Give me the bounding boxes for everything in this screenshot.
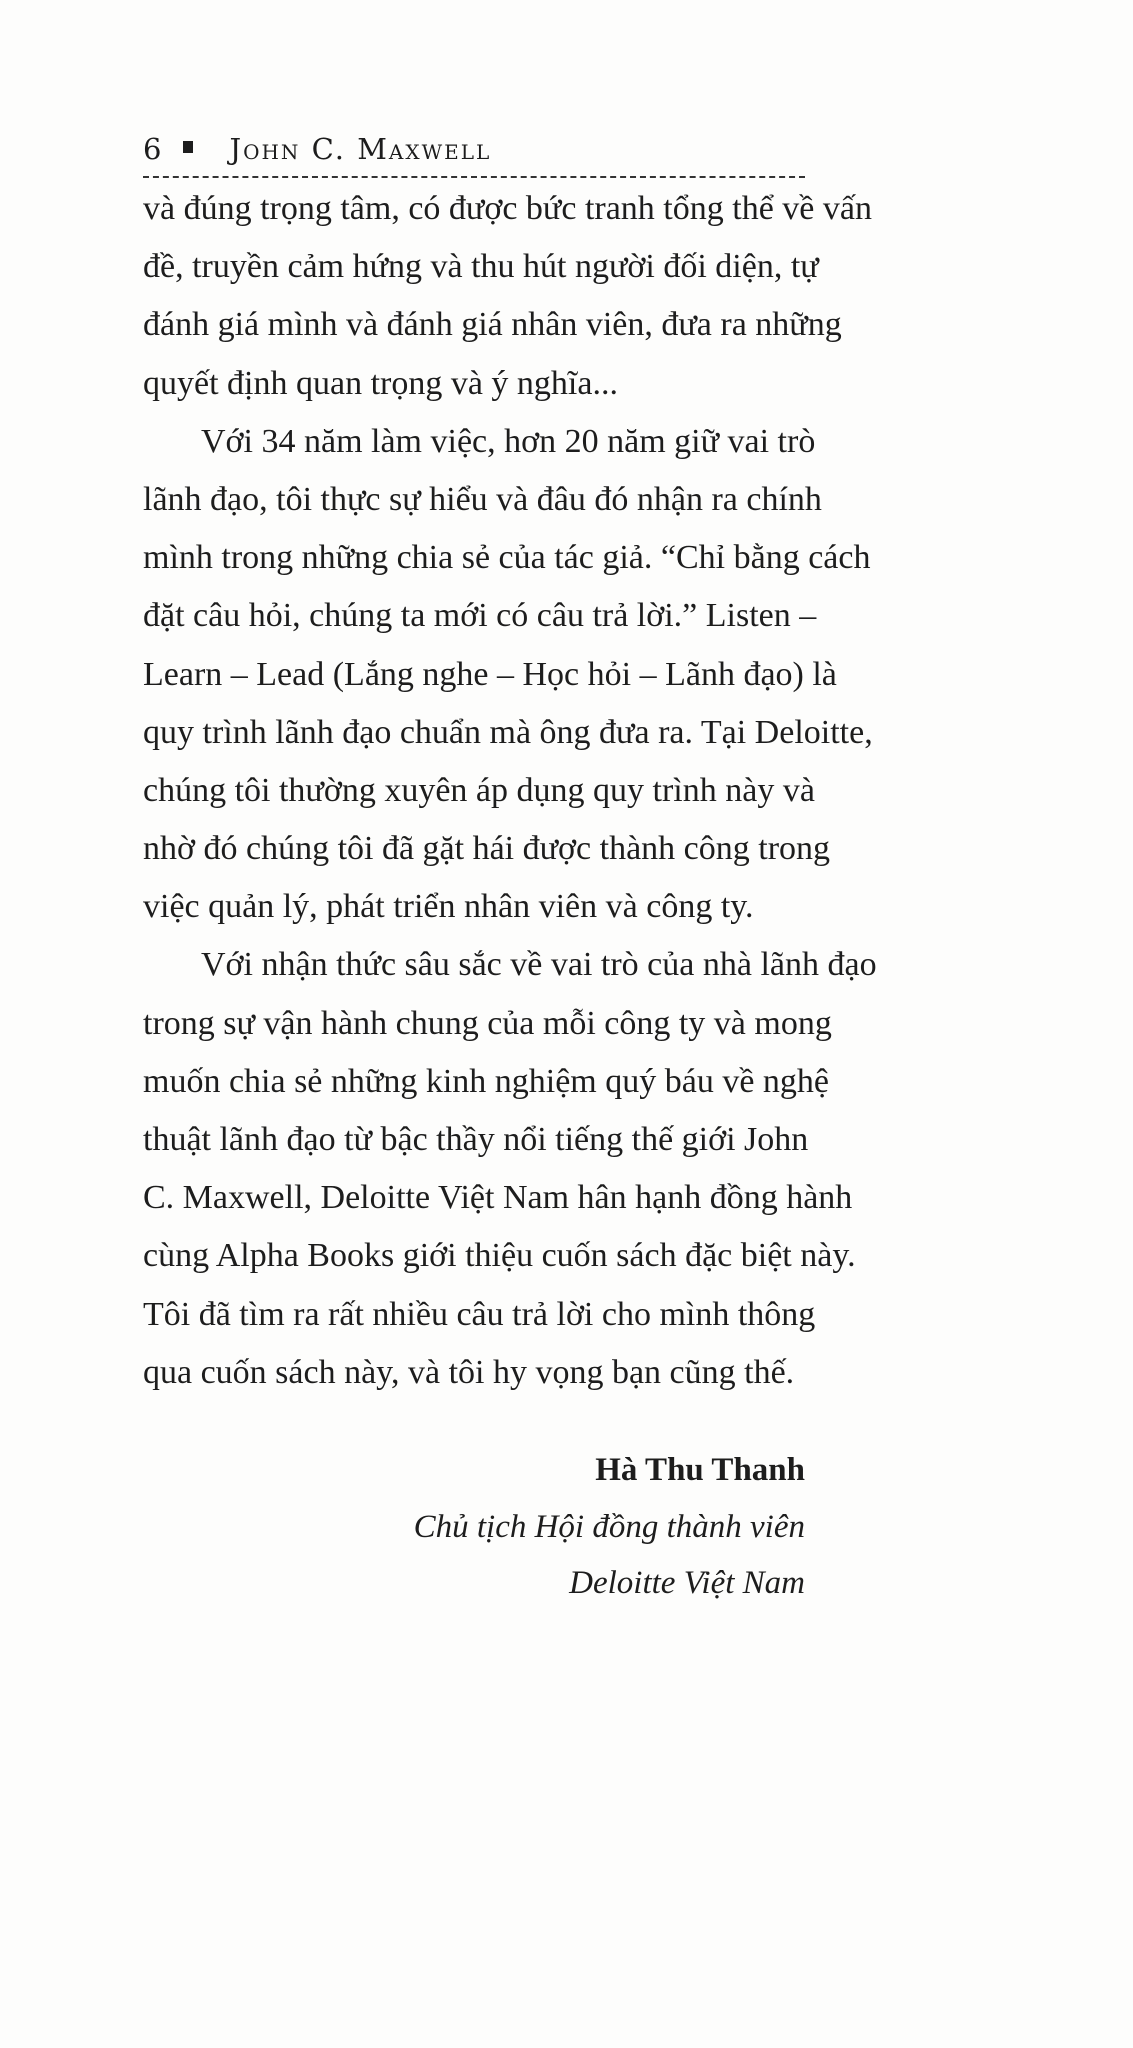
- page-number: 6: [143, 132, 162, 166]
- text-line: đặt câu hỏi, chúng ta mới có câu trả lời.” Listen –: [143, 597, 817, 635]
- text-line: lãnh đạo, tôi thực sự hiểu và đâu đó nhận ra chính: [143, 480, 822, 518]
- text-line: đánh giá mình và đánh giá nhân viên, đưa ra những: [143, 306, 842, 344]
- body-text: [143, 180, 877, 1402]
- text-line: và đúng trọng tâm, có được bức tranh tổng thể về vấn: [143, 190, 872, 227]
- text-line: trong sự vận hành chung của mỗi công ty và mong: [143, 1004, 832, 1042]
- text-line: quy trình lãnh đạo chuẩn mà ông đưa ra. Tại Deloitte,: [143, 713, 873, 751]
- text-line: đề, truyền cảm hứng và thu hút người đối diện, tự: [143, 248, 819, 286]
- paragraph: [143, 180, 872, 413]
- text-line: thuật lãnh đạo từ bậc thầy nổi tiếng thế giới John: [143, 1121, 809, 1158]
- signature-title: Chủ tịch Hội đồng thành viên: [413, 1509, 805, 1545]
- text-line: cùng Alpha Books giới thiệu cuốn sách đặc biệt này.: [143, 1237, 856, 1275]
- paragraph: [143, 936, 877, 1402]
- text-line: C. Maxwell, Deloitte Việt Nam hân hạnh đồng hành: [143, 1179, 853, 1217]
- square-bullet-icon: [183, 141, 193, 153]
- text-line: chúng tôi thường xuyên áp dụng quy trình này và: [143, 771, 815, 809]
- text-line: Với nhận thức sâu sắc về vai trò của nhà lãnh đạo: [201, 946, 877, 984]
- header-divider: [143, 176, 805, 178]
- signature-organization: Deloitte Việt Nam: [569, 1565, 805, 1601]
- paragraph: [143, 413, 873, 937]
- text-line: việc quản lý, phát triển nhân viên và công ty.: [143, 888, 754, 926]
- signature-name: Hà Thu Thanh: [595, 1452, 805, 1488]
- text-line: Learn – Lead (Lắng nghe – Học hỏi – Lãnh đạo) là: [143, 655, 837, 693]
- text-line: nhờ đó chúng tôi đã gặt hái được thành công trong: [143, 830, 831, 868]
- text-line: Với 34 năm làm việc, hơn 20 năm giữ vai trò: [201, 422, 816, 460]
- header-author: John C. Maxwell: [229, 132, 492, 166]
- text-line: muốn chia sẻ những kinh nghiệm quý báu về nghệ: [143, 1062, 830, 1100]
- running-header: [143, 132, 491, 166]
- text-line: mình trong những chia sẻ của tác giả. “Chỉ bằng cách: [143, 539, 871, 577]
- text-line: qua cuốn sách này, và tôi hy vọng bạn cũng thế.: [143, 1353, 795, 1391]
- text-line: Tôi đã tìm ra rất nhiều câu trả lời cho mình thông: [143, 1295, 816, 1333]
- text-line: quyết định quan trọng và ý nghĩa...: [143, 364, 618, 402]
